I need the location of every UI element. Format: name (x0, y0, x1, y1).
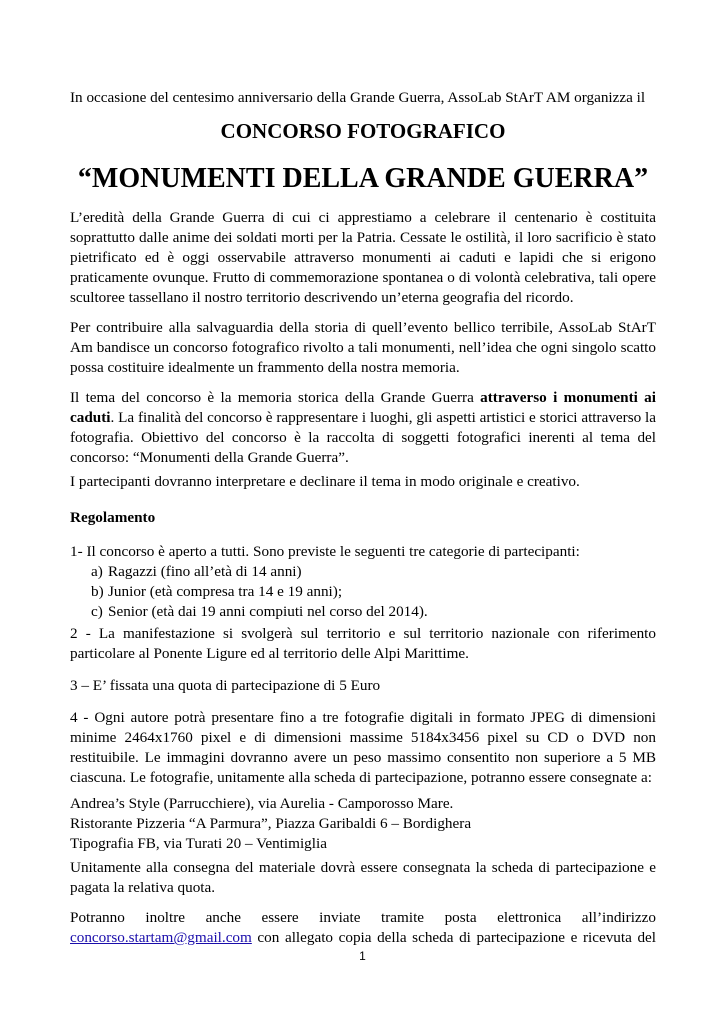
paragraph-theme (70, 388, 656, 468)
address-item: Andrea’s Style (Parrucchiere), via Aurelia - Camporosso Mare. (70, 795, 454, 812)
category-item: c) Senior (età dai 19 anni compiuti nel corso del 2014). (91, 603, 428, 620)
email-link[interactable]: concorso.startam@gmail.com (70, 929, 252, 946)
theme-text-bold: attraverso i monumenti ai caduti (70, 389, 656, 426)
paragraph-heritage: L’eredità della Grande Guerra di cui ci apprestiamo a celebrare il centenario è costituita soprattutto dalle anime dei soldati morti per la Patria. Cessate le ostilità, il loro sacrificio è stato pietrificato ed è oggi osservabile attraverso monumenti ai caduti e lapidi che si erigono praticamente ovunque. Frutto di commemorazione spontanea o di volontà celebrativa, tali opere scultoree tassellano il nostro territorio descrivendo un’eterna geografia del ricordo. (70, 209, 656, 306)
rule-1: 1- Il concorso è aperto a tutti. Sono previste le seguenti tre categorie di partecipanti: a) Ragazzi (fino all’età di 14 anni) b) Junior (età compresa tra 14 e 19 anni); c) Senior (età dai 19 anni compiuti nel corso del 2014). (70, 542, 656, 622)
rule-4: 4 - Ogni autore potrà presentare fino a tre fotografie digitali in formato JPEG di dimensioni minime 2464x1760 pixel e di dimensioni massime 5184x3456 pixel su CD o DVD non restituibile. Le immagini dovranno avere un peso massimo consentito non superiore a 5 MB ciascuna. Le fotografie, unitamente alla scheda di partecipazione, potranno essere consegnate a: (70, 709, 656, 786)
regolamento-heading: Regolamento (70, 509, 156, 526)
contest-subtitle: “MONUMENTI DELLA GRANDE GUERRA” (77, 163, 649, 194)
email-line-1: Potranno inoltre anche essere inviate tramite posta elettronica all’indirizzo (70, 909, 656, 926)
email-line-2: concorso.startam@gmail.com con allegato copia della scheda di partecipazione e ricevuta del (70, 929, 656, 946)
paragraph-purpose: Per contribuire alla salvaguardia della storia di quell’evento bellico terribile, AssoLab StArT Am bandisce un concorso fotografico rivolto a tali monumenti, nell’idea che ogni singolo scatto possa costituire idealmente un frammento della nostra memoria. (70, 319, 656, 376)
theme-text-end: . La finalità del concorso è rappresentare i luoghi, gli aspetti artistici e storici attraverso la fotografia. Obiettivo del concorso è la raccolta di soggetti fotografici inerenti al tema del concorso: “Monumenti della Grande Guerra”. (70, 409, 656, 466)
paragraph-email (70, 908, 656, 948)
address-item: Tipografia FB, via Turati 20 – Ventimiglia (70, 835, 327, 852)
paragraph-participants: I partecipanti dovranno interpretare e declinare il tema in modo originale e creativo. (70, 473, 580, 490)
category-item: b) Junior (età compresa tra 14 e 19 anni); (91, 583, 343, 600)
intro-line: In occasione del centesimo anniversario della Grande Guerra, AssoLab StArT AM organizza il (70, 89, 646, 106)
paragraph-consegna: Unitamente alla consegna del materiale dovrà essere consegnata la scheda di partecipazione e pagata la relativa quota. (70, 859, 656, 896)
address-item: Ristorante Pizzeria “A Parmura”, Piazza Garibaldi 6 – Bordighera (70, 815, 472, 832)
rule-3: 3 – E’ fissata una quota di partecipazione di 5 Euro (70, 677, 381, 694)
categories-list (70, 562, 656, 622)
category-item: a) Ragazzi (fino all’età di 14 anni) (91, 563, 302, 580)
contest-title: CONCORSO FOTOGRAFICO (220, 119, 506, 143)
page-number: 1 (359, 949, 366, 963)
theme-text-start: Il tema del concorso è la memoria storica della Grande Guerra (70, 389, 481, 406)
addresses-list (70, 794, 656, 854)
rule-2: 2 - La manifestazione si svolgerà sul territorio e sul territorio nazionale con riferimento particolare al Ponente Ligure ed al territorio delle Alpi Marittime. (70, 625, 656, 662)
